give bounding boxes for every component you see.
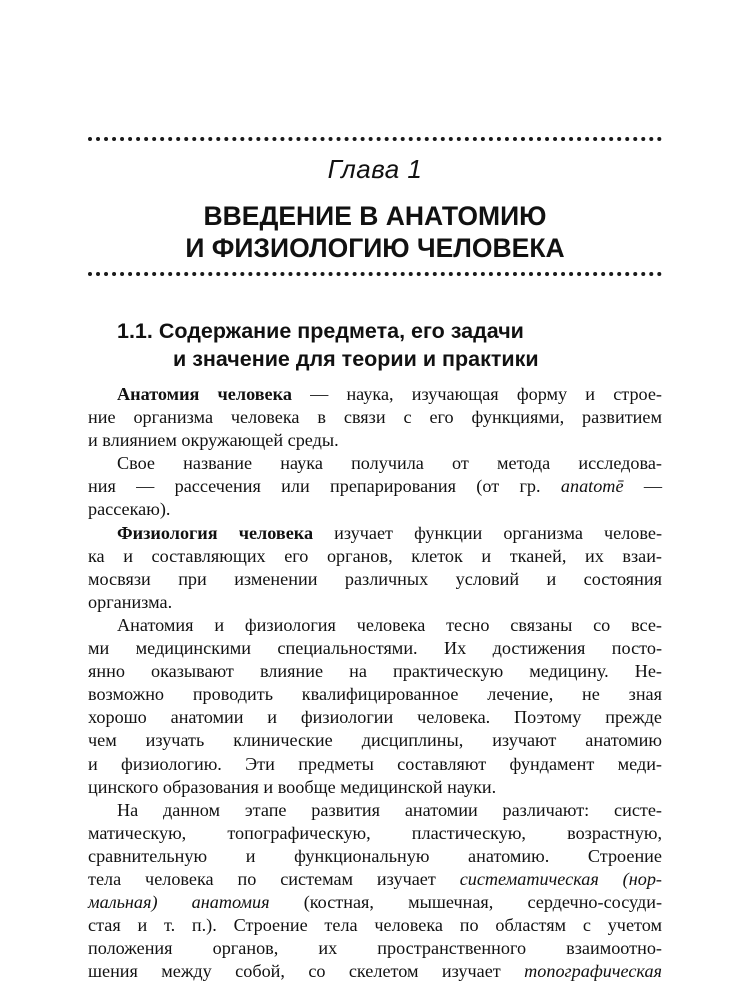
section-title-line-2: и значение для теории и практики [173,347,539,371]
text-line: Физиология человека изучает функции организма челове- [117,522,662,543]
chapter-title-line-1: ВВЕДЕНИЕ В АНАТОМИЮ [203,201,547,231]
chapter-title-line-2: И ФИЗИОЛОГИЮ ЧЕЛОВЕКА [185,233,565,263]
chapter-title [0,200,750,264]
text-line: мосвязи при изменении различных условий и состояния [88,568,662,589]
text-line: и физиологию. Эти предметы составляют фундамент меди- [88,753,662,774]
term-anatomy: Анатомия человека [117,384,292,404]
text-line: рассекаю). [88,499,171,520]
top-dotted-rule [88,137,662,141]
text-line: тела человека по системам изучает систематическая (нор- [88,868,662,889]
term-normal-anatomy: мальная) анатомия [88,892,270,913]
section-heading [117,317,677,373]
paragraph-physiology-definition [88,522,662,614]
text-line: организма. [88,591,173,612]
text-line: цинского образования и вообще медицинской науки. [88,776,497,797]
term-systematic-anatomy: систематическая (нор- [459,868,662,889]
paragraph-anatomy-types [88,799,662,984]
text-line: сравнительную и функциональную анатомию. Строение [88,845,662,866]
text-line: ния — рассечения или препарирования (от гр. anatomē — [88,476,663,497]
text-line: ка и составляющих его органов, клеток и тканей, их взаи- [88,545,662,566]
text-line: чем изучать клинические дисциплины, изучают анатомию [88,730,662,751]
paragraph-name-origin [88,452,662,521]
term-physiology: Физиология человека [117,522,314,543]
text-line: хорошо анатомии и физиологии человека. Поэтому прежде [88,707,662,728]
term-topographic: топографическая [524,961,663,982]
text-line: стая и т. п.). Строение тела человека по областям с учетом [88,915,662,936]
text-line: янно оказывают влияние на практическую медицину. Не- [88,661,662,682]
text-line: Свое название наука получила от метода исследова- [117,453,662,474]
text-line: ми медицинскими специальностями. Их достижения посто- [88,638,662,659]
text-line: и влиянием окружающей среды. [88,430,339,451]
section-number: 1.1. [117,319,153,343]
paragraph-relation-to-medicine [88,614,662,799]
paragraph-anatomy-definition [88,383,662,452]
text-line: мальная) анатомия (костная, мышечная, сердечно-сосуди- [88,892,663,913]
section-heading-line-1 [117,317,677,345]
text-line: ние организма человека в связи с его функциями, развитием [88,407,662,428]
text-line: положения органов, их пространственного взаимоотно- [88,938,662,959]
body-text [88,383,662,983]
text-line: Анатомия человека — наука, изучающая форму и строе- [117,384,662,404]
term-anatome: anatomē [560,476,624,497]
chapter-label: Глава 1 [327,154,423,184]
section-title-line-1: Содержание предмета, его задачи [158,319,524,343]
text-line: матическую, топографическую, пластическую, возрастную, [88,822,662,843]
bottom-dotted-rule [88,272,662,276]
text-line: На данном этапе развития анатомии различают: систе- [117,799,662,820]
text-line: шения между собой, со скелетом изучает топографическая [88,961,663,982]
text-line: Анатомия и физиология человека тесно связаны со все- [117,614,662,635]
text-line: возможно проводить квалифицированное лечение, не зная [88,684,662,705]
